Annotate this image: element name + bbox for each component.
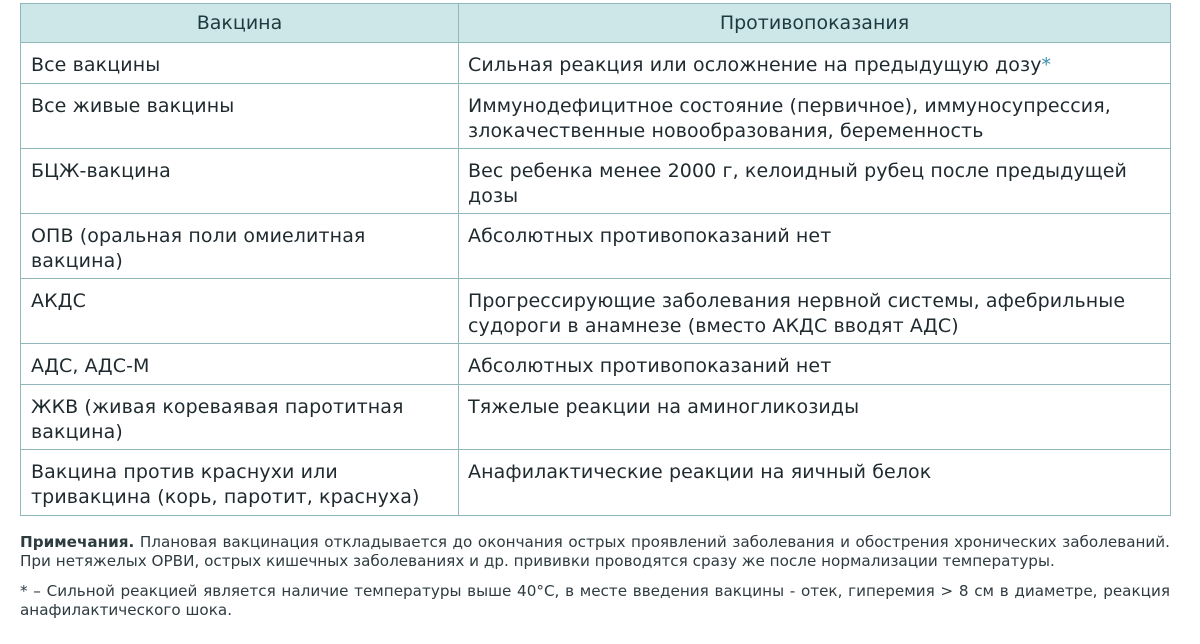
- notes-text: Плановая вакцинация откладывается до окончания острых проявлений заболевания и обострения хронических заболеваний. При нетяжелых ОРВИ, острых кишечных заболеваниях и др. прививки проводятся сразу же после нормализации температуры.: [20, 533, 1171, 570]
- table-row: [21, 344, 1171, 385]
- contraindication-cell: Абсолютных противопоказаний нет: [459, 344, 1171, 385]
- vaccine-cell: ОПВ (оральная поли омиелитная вакцина): [21, 214, 459, 279]
- contraindication-cell: Иммунодефицитное состояние (первичное), иммуносупрессия, злокачественные новообразования, беременность: [459, 84, 1171, 149]
- contraindications-table: [20, 3, 1171, 516]
- contraindication-cell: Тяжелые реакции на аминогликозиды: [459, 385, 1171, 450]
- footnote-marker: *: [1041, 54, 1052, 76]
- contraindication-cell: Абсолютных противопоказаний нет: [459, 214, 1171, 279]
- contraindication-text: Сильная реакция или осложнение на предыдущую дозу: [468, 54, 1042, 76]
- footnote-paragraph: * – Сильной реакцией является наличие температуры выше 40°С, в месте введения вакцины - отек, гиперемия > 8 см в диаметре, реакция анафилактического шока.: [20, 582, 1170, 619]
- vaccine-cell: БЦЖ-вакцина: [21, 149, 459, 214]
- contraindications-table-container: [20, 3, 1170, 516]
- contraindication-cell: Анафилактические реакции на яичный белок: [459, 450, 1171, 516]
- contraindication-cell: [459, 43, 1171, 84]
- column-header-vaccine: Вакцина: [21, 4, 459, 43]
- notes-paragraph: [20, 533, 1170, 571]
- vaccine-cell: Все живые вакцины: [21, 84, 459, 149]
- contraindication-cell: Прогрессирующие заболевания нервной системы, афебрильные судороги в анамнезе (вместо АКДС вводят АДС): [459, 279, 1171, 344]
- table-row: [21, 149, 1171, 214]
- table-header-row: [21, 4, 1171, 43]
- vaccine-cell: АДС, АДС-М: [21, 344, 459, 385]
- table-row: [21, 450, 1171, 516]
- contraindication-cell: Вес ребенка менее 2000 г, келоидный рубец после предыдущей дозы: [459, 149, 1171, 214]
- table-row: [21, 279, 1171, 344]
- vaccine-cell: Все вакцины: [21, 43, 459, 84]
- vaccine-cell: ЖКВ (живая кореваявая паротитная вакцина): [21, 385, 459, 450]
- column-header-contraindications: Противопоказания: [459, 4, 1171, 43]
- table-row: [21, 214, 1171, 279]
- vaccine-cell: АКДС: [21, 279, 459, 344]
- table-row: [21, 385, 1171, 450]
- notes-section: [20, 533, 1170, 620]
- notes-title: Примечания.: [20, 533, 135, 551]
- vaccine-cell: Вакцина против краснухи или тривакцина (корь, паротит, краснуха): [21, 450, 459, 516]
- table-row: [21, 43, 1171, 84]
- table-row: [21, 84, 1171, 149]
